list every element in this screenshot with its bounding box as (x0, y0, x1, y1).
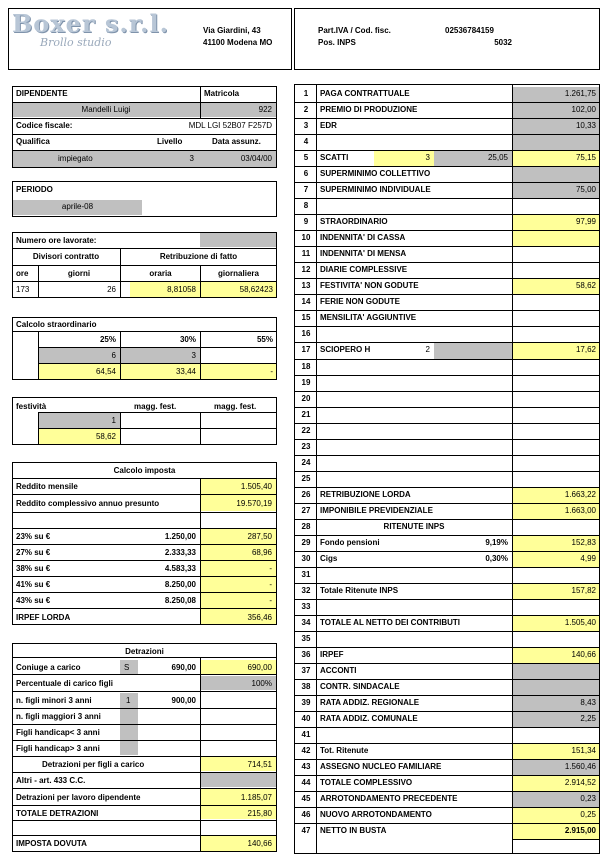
imposta-bracket-value: 287,50 (247, 532, 272, 541)
voce-value: 10,33 (575, 121, 596, 130)
voce-label: INDENNITA' DI CASSA (320, 233, 406, 242)
voce-value: 75,15 (575, 153, 596, 162)
voce-number: 34 (301, 618, 311, 627)
straord-pct-30: 30% (179, 335, 196, 344)
voce-value: 58,62 (575, 281, 596, 290)
livello-value: 3 (189, 154, 194, 163)
imposta-dovuta-value: 140,66 (247, 839, 272, 848)
voce-label: IMPONIBILE PREVIDENZIALE (320, 506, 433, 515)
festivita-qty: 1 (111, 416, 116, 425)
figli-minori-label: n. figli minori 3 anni (16, 696, 92, 705)
imposta-bracket-base: 8.250,00 (164, 580, 196, 589)
voce-number: 32 (301, 586, 311, 595)
voce-value: 0,23 (580, 794, 596, 803)
employee-name: Mandelli Luigi (81, 105, 131, 114)
company-address-2: 41100 Modena MO (203, 38, 273, 47)
qualifica-value: impiegato (58, 154, 93, 163)
perc-figli-label: Percentuale di carico figli (16, 679, 113, 688)
imposta-bracket-label: 41% su € (16, 580, 51, 589)
voce-number: 21 (301, 410, 311, 419)
voce-label: NUOVO ARROTONDAMENTO (320, 810, 432, 819)
voce-number: 26 (301, 490, 311, 499)
voce-number: 13 (301, 281, 311, 290)
imposta-bracket-base: 1.250,00 (164, 532, 196, 541)
voce-value: 151,34 (571, 746, 596, 755)
voce-number: 27 (301, 506, 311, 515)
periodo-value: aprile-08 (61, 202, 94, 211)
magg-fest-label-2: magg. fest. (214, 402, 257, 411)
voce-label: Fondo pensioni (320, 538, 380, 547)
totale-detrazioni-label: TOTALE DETRAZIONI (16, 809, 99, 818)
voce-number: 2 (303, 105, 309, 114)
voce-value: 2,25 (580, 714, 596, 723)
voce-quantity: 2 (425, 345, 430, 354)
retribuzione-label: Retribuzione di fatto (159, 252, 238, 261)
voce-number: 36 (301, 650, 311, 659)
voce-number: 12 (301, 265, 311, 274)
voce-percent: 0,30% (485, 554, 508, 563)
voce-value: 2.915,00 (564, 826, 596, 835)
voce-number: 5 (303, 153, 309, 162)
irpef-lorda-value: 356,46 (247, 613, 272, 622)
magg-fest-label-1: magg. fest. (134, 402, 177, 411)
voce-value: 140,66 (571, 650, 596, 659)
voce-number: 1 (303, 89, 309, 98)
voce-value: 97,99 (575, 217, 596, 226)
lavoro-value: 1.185,07 (240, 793, 272, 802)
company-address-1: Via Giardini, 43 (203, 26, 261, 35)
voce-label: IRPEF (320, 650, 344, 659)
coniuge-flag: S (124, 663, 130, 672)
voce-label: FERIE NON GODUTE (320, 297, 401, 306)
voce-number: 22 (301, 426, 311, 435)
voce-label: STRAORDINARIO (320, 217, 388, 226)
voce-label: RITENUTE INPS (383, 522, 445, 531)
voce-value: 4,99 (580, 554, 596, 563)
straord-pct-55: 55% (256, 335, 273, 344)
giorni-value: 26 (107, 285, 116, 294)
data-assunz-value: 03/04/00 (240, 154, 272, 163)
voci-box (294, 84, 600, 854)
voce-label: RETRIBUZIONE LORDA (320, 490, 411, 499)
imposta-bracket-value: - (269, 564, 272, 573)
voce-number: 30 (301, 554, 311, 563)
imposta-bracket-label: 23% su € (16, 532, 51, 541)
figli-minori-base: 900,00 (171, 696, 196, 705)
voce-number: 40 (301, 714, 311, 723)
voce-value: 2.914,52 (564, 778, 596, 787)
voce-label: PREMIO DI PRODUZIONE (320, 105, 418, 114)
voce-number: 15 (301, 313, 311, 322)
voce-number: 7 (303, 185, 309, 194)
coniuge-label: Coniuge a carico (16, 663, 81, 672)
imposta-bracket-value: 68,96 (251, 548, 272, 557)
imposta-bracket-label: 38% su € (16, 564, 51, 573)
straord-value-55: - (270, 367, 273, 376)
reddito-mensile-value: 1.505,40 (240, 482, 272, 491)
figli-minori-count: 1 (126, 696, 131, 705)
ore-title: Numero ore lavorate: (16, 236, 97, 245)
giornaliera-value: 58,62423 (239, 285, 273, 294)
lavoro-label: Detrazioni per lavoro dipendente (16, 793, 141, 802)
voce-label: Tot. Ritenute (320, 746, 369, 755)
voce-number: 14 (301, 297, 311, 306)
voce-number: 39 (301, 698, 311, 707)
voce-rate: 25,05 (487, 153, 508, 162)
voce-number: 8 (303, 201, 309, 210)
reddito-annuo-value: 19.570,19 (236, 499, 272, 508)
voce-label: PAGA CONTRATTUALE (320, 89, 410, 98)
voce-number: 18 (301, 362, 311, 371)
voce-number: 28 (301, 522, 311, 531)
imposta-bracket-base: 2.333,33 (164, 548, 196, 557)
voce-value: 1.560,46 (564, 762, 596, 771)
voce-number: 25 (301, 474, 311, 483)
voce-label: ACCONTI (320, 666, 357, 675)
figli-carico-value: 714,51 (247, 760, 272, 769)
voce-value: 1.663,22 (564, 490, 596, 499)
piva-label: Part.IVA / Cod. fisc. (318, 26, 391, 35)
altri-label: Altri - art. 433 C.C. (16, 776, 86, 785)
voce-value: 1.505,40 (564, 618, 596, 627)
straord-pct-25: 25% (99, 335, 116, 344)
voce-percent: 9,19% (485, 538, 508, 547)
periodo-title: PERIODO (16, 185, 53, 194)
voce-number: 3 (303, 121, 309, 130)
voce-number: 16 (301, 329, 311, 338)
straord-qty-25: 6 (111, 351, 116, 360)
giornaliera-col-label: giornaliera (218, 269, 259, 278)
voce-number: 29 (301, 538, 311, 547)
voce-value: 157,82 (571, 586, 596, 595)
voce-number: 44 (301, 778, 311, 787)
voce-number: 46 (301, 810, 311, 819)
voce-label: SUPERMINIMO COLLETTIVO (320, 169, 431, 178)
voce-number: 38 (301, 682, 311, 691)
voce-number: 45 (301, 794, 311, 803)
coniuge-base: 690,00 (171, 663, 196, 672)
voce-number: 31 (301, 570, 311, 579)
voce-number: 37 (301, 666, 311, 675)
voce-label: DIARIE COMPLESSIVE (320, 265, 408, 274)
voce-number: 19 (301, 378, 311, 387)
voce-value: 1.663,00 (564, 506, 596, 515)
voce-number: 23 (301, 442, 311, 451)
voce-number: 42 (301, 746, 311, 755)
voce-quantity: 3 (425, 153, 430, 162)
oraria-col-label: oraria (149, 269, 172, 278)
handicap-maggiori-label: Figli handicap> 3 anni (16, 744, 100, 753)
voce-label: EDR (320, 121, 337, 130)
oraria-value: 8,81058 (167, 285, 196, 294)
voce-label: SUPERMINIMO INDIVIDUALE (320, 185, 431, 194)
figli-carico-label: Detrazioni per figli a carico (42, 760, 145, 769)
imposta-dovuta-label: IMPOSTA DOVUTA (16, 839, 87, 848)
voce-value: 75,00 (575, 185, 596, 194)
cf-value: MDL LGI 52B07 F257D (188, 121, 272, 130)
straord-value-25: 64,54 (95, 367, 116, 376)
inps-value: 5032 (494, 38, 512, 47)
logo-subtitle: Brollo studio (40, 36, 112, 49)
data-assunz-label: Data assunz. (212, 137, 261, 146)
voce-number: 35 (301, 634, 311, 643)
voce-number: 41 (301, 730, 311, 739)
giorni-col-label: giorni (67, 269, 91, 278)
festivita-title: festività (16, 402, 47, 411)
straord-value-30: 33,44 (175, 367, 196, 376)
festivita-value: 58,62 (95, 432, 116, 441)
reddito-annuo-label: Reddito complessivo annuo presunto (16, 499, 160, 508)
perc-figli-value: 100% (251, 679, 272, 688)
totale-detrazioni-value: 215,80 (247, 809, 272, 818)
cf-label: Codice fiscale: (16, 121, 73, 130)
voce-label: CONTR. SINDACALE (320, 682, 400, 691)
voce-number: 43 (301, 762, 311, 771)
employee-matricola: 922 (258, 105, 272, 114)
straord-qty-30: 3 (191, 351, 196, 360)
irpef-lorda-label: IRPEF LORDA (16, 613, 71, 622)
imposta-bracket-value: - (269, 580, 272, 589)
voce-number: 10 (301, 233, 311, 242)
divisori-label: Divisori contratto (32, 252, 100, 261)
voce-number: 4 (303, 137, 309, 146)
voce-label: Totale Ritenute INPS (320, 586, 399, 595)
imposta-bracket-value: - (269, 596, 272, 605)
inps-label: Pos. INPS (318, 38, 356, 47)
livello-label: Livello (157, 137, 183, 146)
qualifica-label: Qualifica (16, 137, 50, 146)
straordinario-title: Calcolo straordinario (16, 320, 97, 329)
voce-value: 1.261,75 (564, 89, 596, 98)
piva-value: 02536784159 (445, 26, 494, 35)
logo-name: Boxer s.r.l. (12, 9, 170, 38)
handicap-minori-label: Figli handicap< 3 anni (16, 728, 100, 737)
voce-label: ARROTONDAMENTO PRECEDENTE (320, 794, 458, 803)
voce-label: INDENNITA' DI MENSA (320, 249, 407, 258)
voce-value: 102,00 (571, 105, 596, 114)
voce-value: 17,62 (575, 345, 596, 354)
voce-label: RATA ADDIZ. COMUNALE (320, 714, 418, 723)
voce-label: NETTO IN BUSTA (320, 826, 387, 835)
voce-label: Cigs (320, 554, 338, 563)
voce-label: SCATTI (320, 153, 349, 162)
voce-value: 0,25 (580, 810, 596, 819)
imposta-title: Calcolo imposta (113, 466, 176, 475)
voce-number: 47 (301, 826, 311, 835)
imposta-bracket-label: 27% su € (16, 548, 51, 557)
voce-label: TOTALE COMPLESSIVO (320, 778, 413, 787)
voce-number: 33 (301, 602, 311, 611)
coniuge-value: 690,00 (247, 663, 272, 672)
detrazioni-title: Detrazioni (125, 647, 164, 656)
imposta-bracket-base: 8.250,08 (164, 596, 196, 605)
voce-number: 11 (301, 249, 311, 258)
ore-col-label: ore (16, 269, 29, 278)
imposta-bracket-label: 43% su € (16, 596, 51, 605)
voce-label: FESTIVITA' NON GODUTE (320, 281, 419, 290)
matricola-label: Matricola (204, 89, 240, 98)
voce-number: 9 (303, 217, 309, 226)
imposta-bracket-base: 4.583,33 (164, 564, 196, 573)
voce-label: SCIOPERO H (320, 345, 371, 354)
company-logo (12, 9, 192, 54)
voce-number: 17 (301, 345, 311, 354)
voce-number: 20 (301, 394, 311, 403)
reddito-mensile-label: Reddito mensile (16, 482, 78, 491)
voce-number: 24 (301, 458, 311, 467)
voce-value: 152,83 (571, 538, 596, 547)
dipendente-title: DIPENDENTE (16, 89, 68, 98)
voce-number: 6 (303, 169, 309, 178)
figli-maggiori-label: n. figli maggiori 3 anni (16, 712, 101, 721)
voce-label: MENSILITA' AGGIUNTIVE (320, 313, 417, 322)
voce-label: ASSEGNO NUCLEO FAMILIARE (320, 762, 442, 771)
voce-value: 8,43 (580, 698, 596, 707)
ore-value: 173 (16, 285, 30, 294)
voce-label: TOTALE AL NETTO DEI CONTRIBUTI (320, 618, 460, 627)
voce-label: RATA ADDIZ. REGIONALE (320, 698, 420, 707)
